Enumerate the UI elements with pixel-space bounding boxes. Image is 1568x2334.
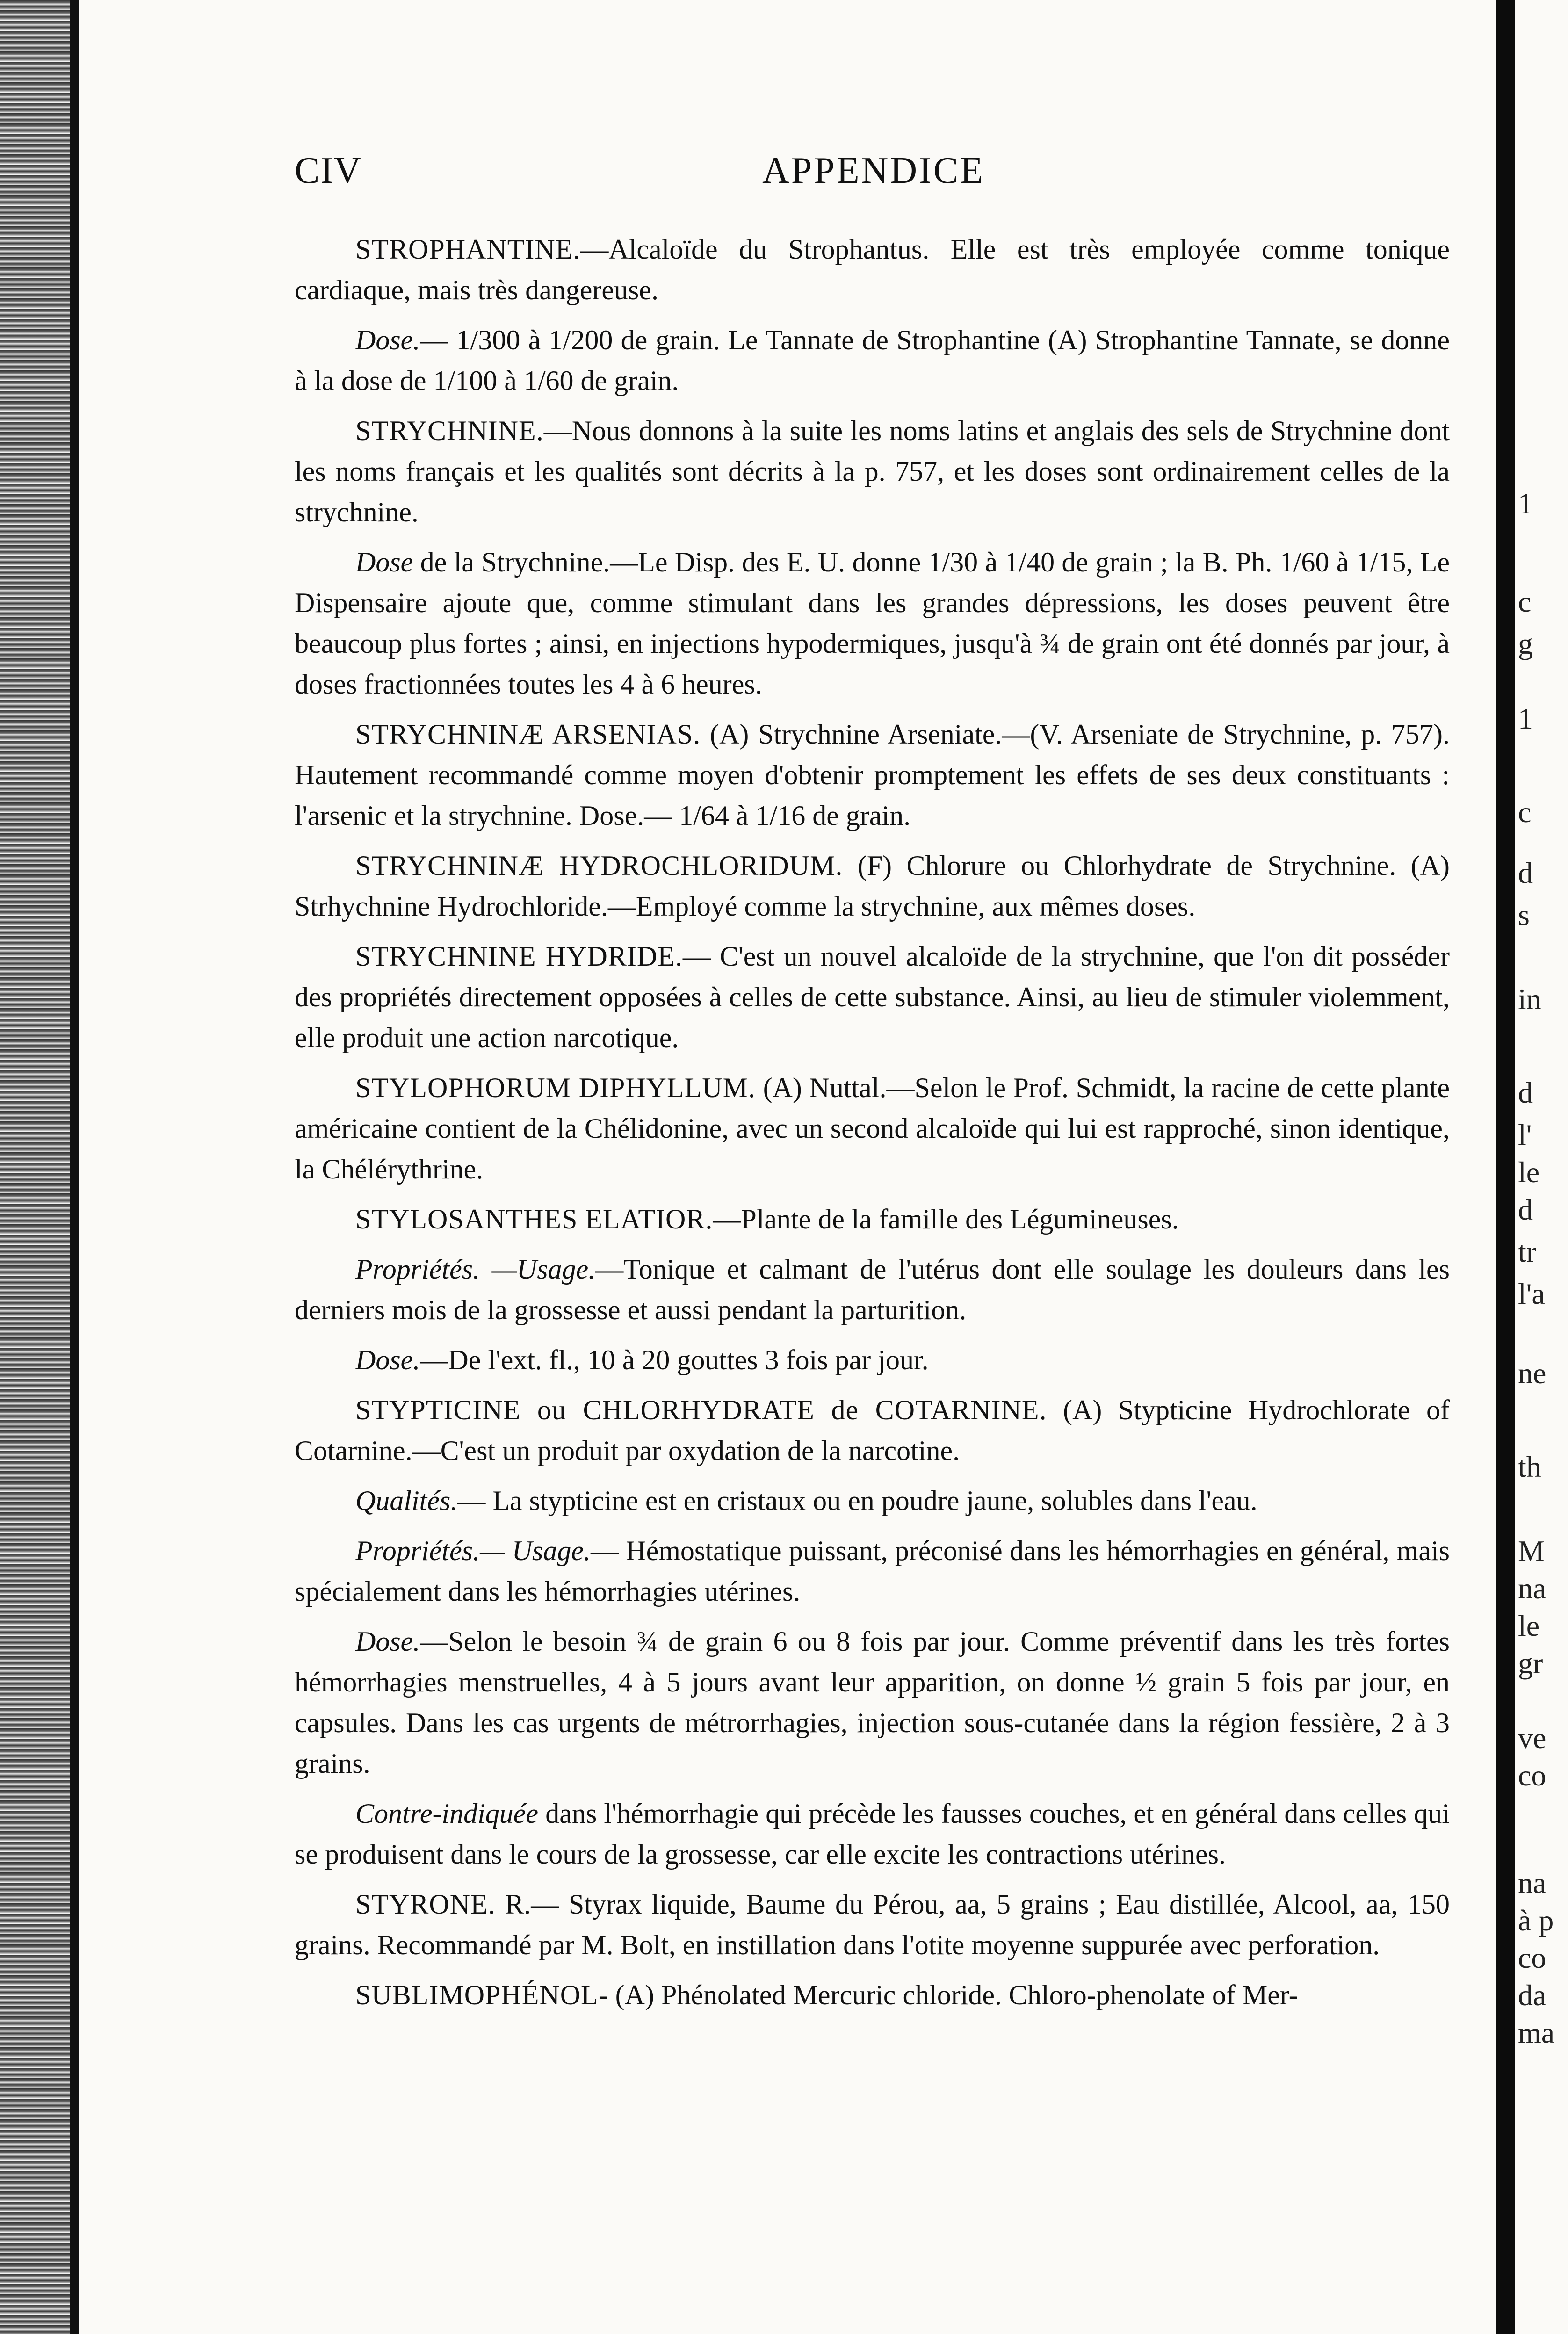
entry-heading: STRYCHNINÆ HYDROCHLORIDUM. <box>355 850 843 881</box>
right-gutter-shadow <box>1496 0 1515 2334</box>
entry-heading: STYRONE. <box>355 1889 496 1920</box>
entry-label: Propriétés.— Usage. <box>355 1535 591 1566</box>
binding-edge <box>0 0 70 2334</box>
adjacent-fragment: in <box>1518 983 1541 1016</box>
entry-stypticine-dose <box>295 1621 1450 1784</box>
page-number: CIV <box>295 150 362 191</box>
entry-text: de la Strychnine.—Le Disp. des E. U. donne 1/30 à 1/40 de grain ; la B. Ph. 1/60 à 1/15, Le Dispensaire ajoute que, comme stimulant dans les grandes dépressions, les doses peuvent être beaucoup plus fortes ; ainsi, en injections hypodermiques, jusqu'à ¾ de grain ont été donnés par jour, à doses fractionnées toutes les 4 à 6 heures. <box>295 547 1450 700</box>
entry-text: —Plante de la famille des Légumineuses. <box>713 1204 1179 1235</box>
entry-text: — Hémostatique puissant, préconisé dans les hémorrhagies en général, mais spécialement dans les hémorrhagies utérines. <box>295 1535 1450 1607</box>
entry-text: (A) Phénolated Mercuric chloride. Chloro-phenolate of Mer- <box>608 1980 1298 2010</box>
entry-stylosanthes-usage <box>295 1249 1450 1330</box>
gutter-shadow <box>70 0 79 2334</box>
adjacent-fragment: le <box>1518 1609 1540 1642</box>
adjacent-fragment: l' <box>1518 1118 1532 1151</box>
entry-text: (F) Chlorure ou Chlorhydrate de Strychnine. (A) Strhychnine Hydrochloride.—Employé comme la strychnine, aux mêmes doses. <box>295 850 1450 922</box>
entry-strychnine-dose <box>295 542 1450 705</box>
entry-label: Qualités. <box>355 1485 458 1516</box>
entry-label: Propriétés. —Usage. <box>355 1254 596 1285</box>
entry-text: —Selon le besoin ¾ de grain 6 ou 8 fois par jour. Comme préventif dans les très fortes hémorrhagies menstruelles, 4 à 5 jours avant leur apparition, on donne ½ grain 5 fois par jour, en capsules. Dans les cas urgents de métrorrhagies, injection sous-cutanée dans la région fessière, 2 à 3 grains. <box>295 1626 1450 1779</box>
adjacent-fragment: 1 <box>1518 487 1533 520</box>
entry-heading: STYPTICINE ou CHLORHYDRATE de COTARNINE. <box>355 1395 1047 1425</box>
entry-strychnine <box>295 411 1450 533</box>
entry-text: dans l'hémorrhagie qui précède les fausses couches, et en général dans celles qui se produisent dans le cours de la grossesse, car elle excite les contractions utérines. <box>295 1798 1450 1870</box>
entry-text: —De l'ext. fl., 10 à 20 gouttes 3 fois par jour. <box>420 1344 929 1375</box>
entry-stypticine-usage <box>295 1531 1450 1612</box>
entry-sublimophenol <box>295 1975 1450 2016</box>
adjacent-fragment: c <box>1518 585 1532 618</box>
entry-stylophorum <box>295 1068 1450 1190</box>
adjacent-fragment: M <box>1518 1534 1545 1568</box>
adjacent-fragment: c <box>1518 795 1532 829</box>
entry-text: (A) Nuttal.—Selon le Prof. Schmidt, la racine de cette plante américaine contient de la Chélidonine, avec un second alcaloïde qui lui est rapproché, sinon identique, la Chélérythrine. <box>295 1072 1450 1185</box>
entry-heading: STRYCHNINE HYDRIDE. <box>355 941 683 972</box>
page-body <box>295 229 1450 2025</box>
adjacent-fragment: ve <box>1518 1721 1546 1755</box>
entry-text: R.— Styrax liquide, Baume du Pérou, aa, 5 grains ; Eau distillée, Alcool, aa, 150 grains. Recommandé par M. Bolt, en instillation dans l'otite moyenne suppurée avec perforation. <box>295 1889 1450 1960</box>
adjacent-fragment: tr <box>1518 1235 1537 1268</box>
entry-strophantine-dose <box>295 320 1450 401</box>
adjacent-fragment: d <box>1518 1193 1533 1226</box>
adjacent-fragment: ma <box>1518 2016 1555 2049</box>
adjacent-fragment: s <box>1518 898 1530 932</box>
entry-strychninae-arsenias <box>295 714 1450 836</box>
adjacent-fragment: na <box>1518 1572 1546 1605</box>
entry-heading: STRYCHNINÆ ARSENIAS. <box>355 719 701 750</box>
adjacent-fragment: d <box>1518 856 1533 889</box>
entry-label: Dose. <box>355 1626 420 1657</box>
entry-label: Dose <box>355 547 413 578</box>
entry-heading: STYLOPHORUM DIPHYLLUM. <box>355 1072 756 1103</box>
entry-label: Dose. <box>355 325 420 355</box>
entry-heading: STRYCHNINE. <box>355 415 544 446</box>
entry-stypticine-contre <box>295 1793 1450 1875</box>
adjacent-fragment: l'a <box>1518 1277 1545 1310</box>
entry-text: — 1/300 à 1/200 de grain. Le Tannate de Strophantine (A) Strophantine Tannate, se donne à la dose de 1/100 à 1/60 de grain. <box>295 325 1450 396</box>
adjacent-fragment: ne <box>1518 1357 1546 1390</box>
adjacent-fragment: à p <box>1518 1904 1554 1937</box>
adjacent-fragment: na <box>1518 1866 1546 1900</box>
adjacent-page-edge <box>1515 0 1568 2334</box>
adjacent-fragment: th <box>1518 1450 1541 1483</box>
entry-stypticine-qualites <box>295 1481 1450 1521</box>
entry-heading: STYLOSANTHES ELATIOR. <box>355 1204 713 1235</box>
entry-text: —Nous donnons à la suite les noms latins et anglais des sels de Strychnine dont les noms français et les qualités sont décrits à la p. 757, et les doses sont ordinairement celles de la strychnine. <box>295 415 1450 527</box>
entry-text: —Alcaloïde du Strophantus. Elle est très employée comme tonique cardiaque, mais très dangereuse. <box>295 234 1450 305</box>
adjacent-fragment: co <box>1518 1941 1546 1974</box>
entry-text: — C'est un nouvel alcaloïde de la strychnine, que l'on dit posséder des propriétés directement opposées à celles de cette substance. Ainsi, au lieu de stimuler violemment, elle produit une action narcotique. <box>295 941 1450 1053</box>
entry-label: Dose. <box>355 1344 420 1375</box>
entry-stylosanthes <box>295 1199 1450 1240</box>
adjacent-fragment: d <box>1518 1076 1533 1109</box>
entry-styrone <box>295 1884 1450 1965</box>
entry-text: —Tonique et calmant de l'utérus dont elle soulage les douleurs dans les derniers mois de la grossesse et aussi pendant la parturition. <box>295 1254 1450 1325</box>
entry-text: (A) Strychnine Arseniate.—(V. Arseniate de Strychnine, p. 757). Hautement recommandé comme moyen d'obtenir promptement les effets de ses deux constituants : l'arsenic et la strychnine. Dose.— 1/64 à 1/16 de grain. <box>295 719 1450 831</box>
adjacent-fragment: gr <box>1518 1647 1543 1680</box>
entry-strychnine-hydride <box>295 936 1450 1058</box>
page <box>79 0 1496 2334</box>
adjacent-fragment: g <box>1518 627 1533 660</box>
entry-heading: STROPHANTINE. <box>355 234 581 265</box>
entry-text: (A) Stypticine Hydrochlorate of Cotarnine.—C'est un produit par oxydation de la narcotine. <box>295 1395 1450 1466</box>
running-head <box>295 150 1496 196</box>
adjacent-fragment: 1 <box>1518 702 1533 735</box>
entry-strychninae-hydrochloridum <box>295 845 1450 927</box>
adjacent-fragment: le <box>1518 1156 1540 1189</box>
entry-stylosanthes-dose <box>295 1340 1450 1380</box>
adjacent-fragment: co <box>1518 1759 1546 1792</box>
entry-strophantine <box>295 229 1450 311</box>
entry-text: — La stypticine est en cristaux ou en poudre jaune, solubles dans l'eau. <box>457 1485 1257 1516</box>
entry-label: Contre-indiquée <box>355 1798 539 1829</box>
adjacent-fragment: da <box>1518 1979 1546 2012</box>
entry-stypticine <box>295 1390 1450 1471</box>
page-title: APPENDICE <box>762 150 985 191</box>
entry-heading: SUBLIMOPHÉNOL- <box>355 1980 608 2010</box>
